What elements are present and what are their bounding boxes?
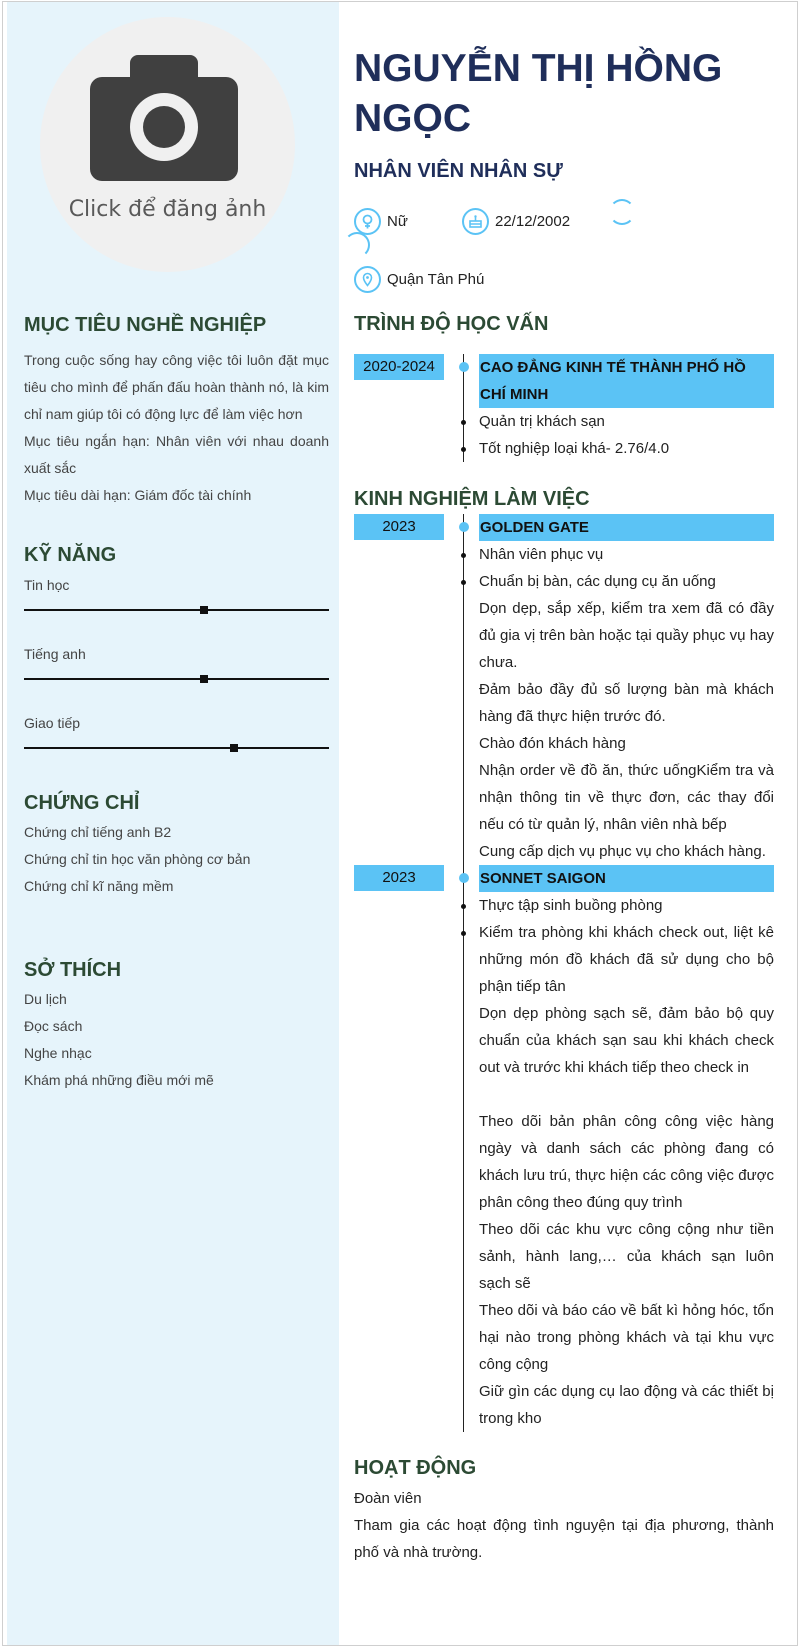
job-item: Kiểm tra phòng khi khách check out, liệt kê những món đồ khách đã sử dụng cho bộ phận tiếp tân [479,924,774,995]
job-item: Đảm bảo đầy đủ số lượng bàn mà khách hàng đã thực hiện trước đó. [479,681,774,725]
skill-item [24,713,329,782]
objective-paragraph: Trong cuộc sống hay công việc tôi luôn đặt mục tiêu cho mình để phấn đấu hoàn thành nó, là kim chỉ nam giúp tôi có động lực để làm việc hơn [24,352,329,422]
gender-icon [354,208,381,235]
certificate-item: Chứng chỉ tiếng anh B2 [24,824,172,840]
job-company: SONNET SAIGON [479,865,774,892]
job-item: Dọn dẹp, sắp xếp, kiểm tra xem đã có đầy đủ gia vị trên bàn hoặc tại quầy phục vụ hay chưa. [479,600,774,671]
full-name: NGUYỄN THỊ HỒNG NGỌC [354,47,723,140]
birthday-value: 22/12/2002 [495,213,571,230]
camera-icon [90,55,238,183]
job-date: 2023 [354,865,444,891]
timeline-dot [459,873,469,883]
job-item: Dọn dẹp phòng sạch sẽ, đảm bảo bộ quy chuẩn của khách sạn sau khi khách check out và trước khi khách tiếp theo check in [479,1005,774,1076]
activities-heading: HOẠT ĐỘNG [354,1457,477,1479]
skills-heading: KỸ NĂNG [24,544,117,566]
job-item: Thực tập sinh buồng phòng [479,897,663,914]
objective-section [24,314,329,509]
certificates-section [24,792,329,900]
photo-label: Click để đăng ảnh [68,197,267,222]
job-item: Nhân viên phục vụ [479,546,604,563]
gender-info [354,208,408,235]
email-icon [344,232,370,258]
education-date: 2020-2024 [354,354,444,380]
skill-item [24,644,329,713]
birthday-info [462,208,570,235]
skill-level-knob [230,744,238,752]
certificate-item: Chứng chỉ tin học văn phòng cơ bản [24,851,251,867]
education-item: Quản trị khách sạn [479,413,605,430]
hobby-item: Khám phá những điều mới mẽ [24,1072,214,1088]
skill-bar [24,678,329,713]
job-item: Chào đón khách hàng [479,735,626,752]
objective-paragraph: Mục tiêu ngắn hạn: Nhân viên với nhau doanh xuất sắc [24,433,329,476]
hobby-item: Nghe nhạc [24,1045,92,1061]
skill-level-knob [200,675,208,683]
hobby-item: Du lịch [24,991,67,1007]
skill-item [24,575,329,644]
education-school: CAO ĐẲNG KINH TẾ THÀNH PHỐ HỒ CHÍ MINH [479,354,774,408]
objective-paragraph: Mục tiêu dài hạn: Giám đốc tài chính [24,487,252,503]
job-title: NHÂN VIÊN NHÂN SỰ [354,160,563,182]
skill-name: Tiếng anh [24,646,86,662]
sidebar [7,2,339,1646]
education-timeline [354,354,779,464]
resume-page [2,1,798,1646]
address-info [354,266,484,293]
photo-upload[interactable] [40,17,295,272]
skills-section [24,544,329,782]
experience-heading: KINH NGHIỆM LÀM VIỆC [354,488,590,510]
job-company: GOLDEN GATE [479,514,774,541]
job-item: Nhận order về đồ ăn, thức uốngKiểm tra và nhận thông tin về thực đơn, các thay đổi nếu có từ quản lý, nhân viên nhà bếp [479,762,774,833]
job-item: Cung cấp dịch vụ phục vụ cho khách hàng. [479,843,766,860]
hobbies-section [24,959,329,1094]
activity-role: Đoàn viên [354,1490,422,1507]
skill-bar [24,747,329,782]
job-item: Theo dõi các khu vực công cộng như tiền sảnh, hành lang,… của khách sạn luôn sạch sẽ [479,1221,774,1292]
job-date: 2023 [354,514,444,540]
skill-bar [24,609,329,644]
education-item: Tốt nghiệp loại khá- 2.76/4.0 [479,440,670,457]
job-item: Giữ gìn các dụng cụ lao động và các thiết bị trong kho [479,1383,774,1427]
phone-icon [609,199,635,225]
skill-name: Tin học [24,577,70,593]
timeline-dot [459,522,469,532]
timeline-dot [459,362,469,372]
hobby-item: Đọc sách [24,1018,83,1034]
address-value: Quận Tân Phú [387,271,485,288]
skill-level-knob [200,606,208,614]
cake-icon [462,208,489,235]
objective-heading: MỤC TIÊU NGHỀ NGHIỆP [24,314,267,336]
gender-value: Nữ [387,213,408,230]
education-heading: TRÌNH ĐỘ HỌC VẤN [354,313,549,335]
hobbies-heading: SỞ THÍCH [24,959,122,981]
certificates-heading: CHỨNG CHỈ [24,792,140,814]
experience-timeline [354,514,779,1434]
activity-description: Tham gia các hoạt động tình nguyện tại địa phương, thành phố và nhà trường. [354,1517,774,1561]
job-item: Theo dõi bản phân công công việc hàng ngày và danh sách các phòng đang có khách lưu trú, thực hiện các công việc được phân công theo đúng quy trình [479,1113,774,1211]
certificate-item: Chứng chỉ kĩ năng mềm [24,878,174,894]
job-item: Chuẩn bị bàn, các dụng cụ ăn uống [479,573,716,590]
job-item: Theo dõi và báo cáo về bất kì hỏng hóc, tổn hại nào trong phòng khách và tại khu vực công cộng [479,1302,774,1373]
map-pin-icon [354,266,381,293]
skill-name: Giao tiếp [24,715,81,731]
